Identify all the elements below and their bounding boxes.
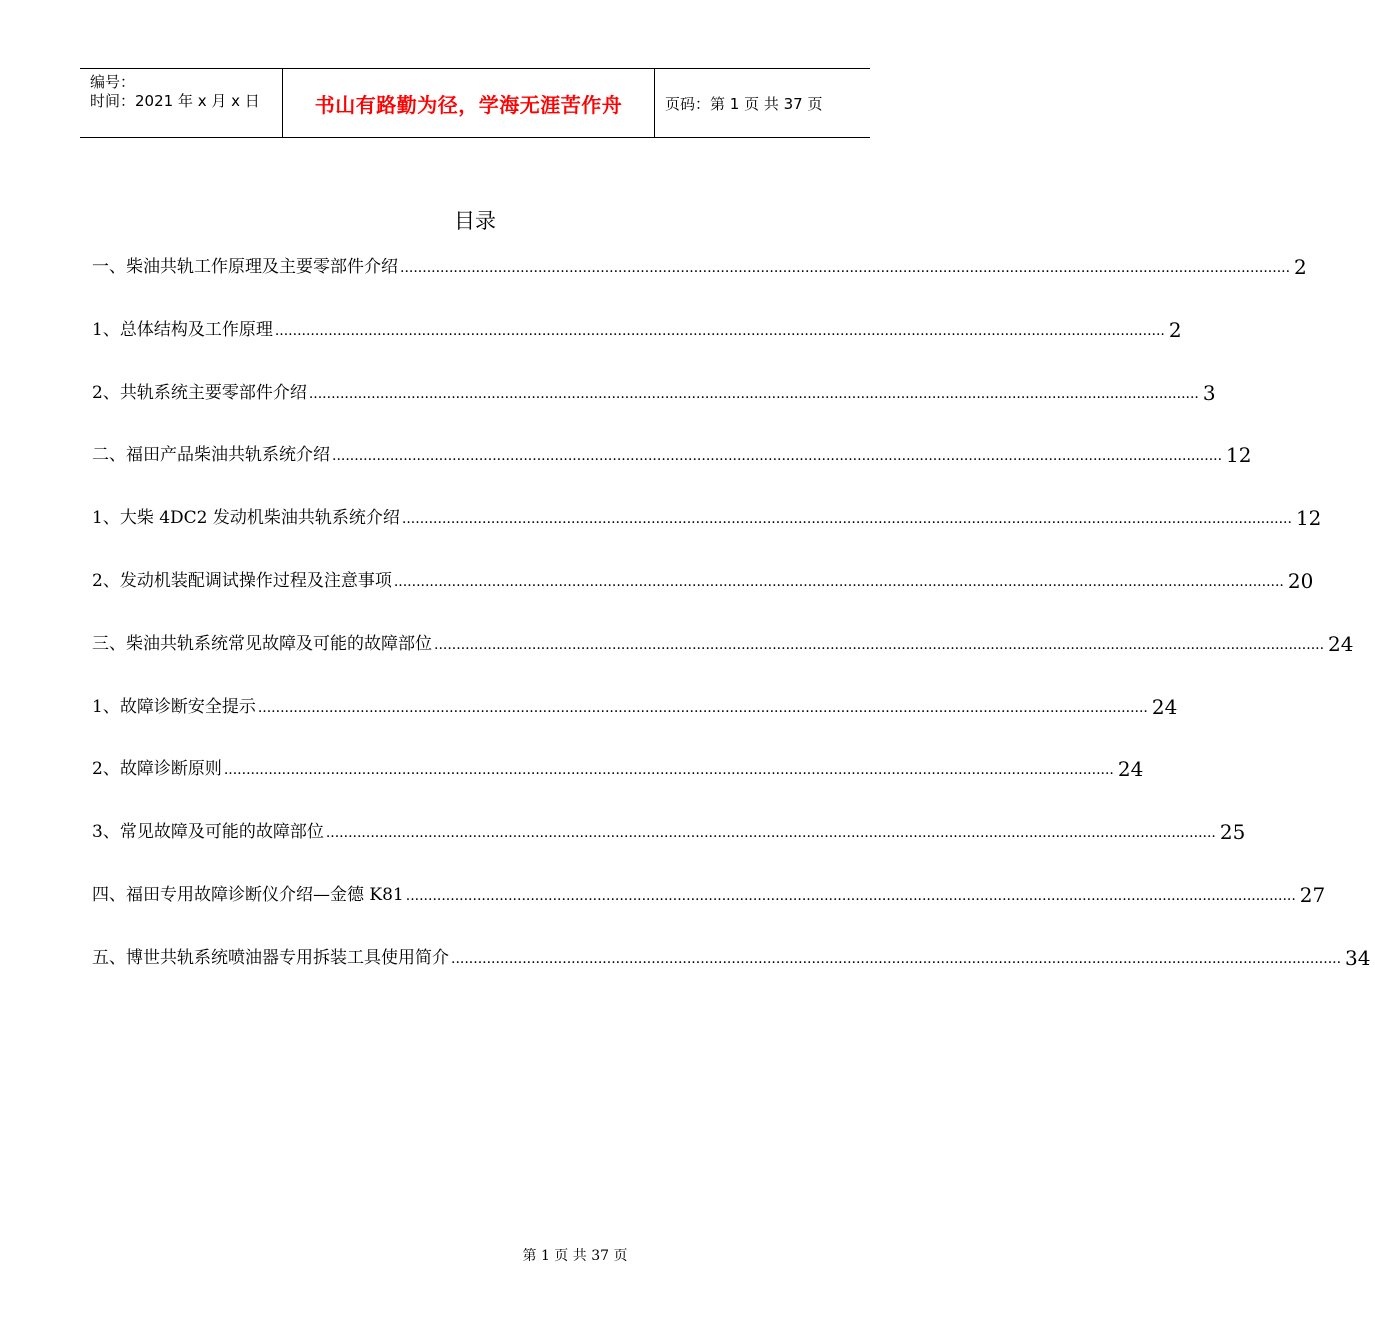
toc-entry[interactable] [92, 754, 1144, 817]
toc-leader-dots: ........................................................................................................................................................................................................ [400, 260, 1291, 276]
toc-entry-text: 2、发动机装配调试操作过程及注意事项 [92, 570, 392, 591]
toc-leader-dots: ........................................................................................................................................................................................................ [451, 950, 1342, 967]
toc-entry-text: 五、博世共轨系统喷油器专用拆装工具使用简介 [92, 947, 449, 968]
toc-entry-text: 1、故障诊断安全提示 [92, 696, 256, 717]
document-header [80, 68, 870, 138]
toc-leader-dots: ........................................................................................................................................................................................................ [434, 636, 1325, 653]
toc-entry-text: 1、总体结构及工作原理 [92, 319, 273, 340]
toc-entry-page: 24 [1151, 694, 1178, 719]
toc-entry-text: 3、常见故障及可能的故障部位 [92, 822, 324, 843]
toc-entry[interactable] [92, 880, 1326, 943]
toc-leader-dots: ........................................................................................................................................................................................................ [325, 825, 1216, 842]
toc-entry[interactable] [92, 566, 1314, 629]
toc-leader-dots: ........................................................................................................................................................................................................ [405, 887, 1296, 904]
toc-entry-page: 3 [1202, 380, 1216, 405]
toc-entry-page: 25 [1219, 820, 1246, 845]
toc-entry-text: 2、故障诊断原则 [92, 759, 222, 780]
toc-entry-text: 一、柴油共轨工作原理及主要零部件介绍 [92, 257, 398, 277]
header-page-cell [655, 69, 870, 137]
number-label: 编号： [90, 73, 136, 91]
page-info: 页码：第 1 页 共 37 页 [665, 94, 823, 113]
toc-entry[interactable] [92, 817, 1246, 880]
toc-entry-text: 二、福田产品柴油共轨系统介绍 [92, 445, 330, 466]
toc-entry[interactable] [92, 629, 1354, 692]
toc-leader-dots: ........................................................................................................................................................................................................ [393, 573, 1284, 590]
toc-leader-dots: ........................................................................................................................................................................................................ [223, 762, 1114, 779]
toc-entry-text: 三、柴油共轨系统常见故障及可能的故障部位 [92, 633, 432, 654]
toc-entry[interactable] [92, 315, 1182, 378]
toc-entry-page: 27 [1299, 882, 1326, 907]
toc-leader-dots: ........................................................................................................................................................................................................ [274, 322, 1165, 339]
header-motto-cell [282, 69, 655, 137]
toc-leader-dots: ........................................................................................................................................................................................................ [332, 448, 1223, 465]
header-left-cell [80, 69, 282, 137]
toc-leader-dots: ........................................................................................................................................................................................................ [257, 699, 1148, 716]
toc-entry-text: 2、共轨系统主要零部件介绍 [92, 382, 307, 403]
toc-entry[interactable] [92, 692, 1178, 755]
toc-leader-dots: ........................................................................................................................................................................................................ [308, 385, 1199, 402]
toc-title: 目录 [454, 209, 496, 233]
toc-leader-dots: ........................................................................................................................................................................................................ [401, 511, 1292, 528]
toc-entry-page: 24 [1117, 757, 1144, 782]
toc-entry-page: 12 [1295, 506, 1322, 531]
toc-entry-page: 2 [1168, 317, 1182, 342]
time-label: 时间：2021 年 x 月 x 日 [90, 92, 260, 110]
toc-entry-page: 24 [1328, 631, 1354, 656]
toc-entry[interactable] [92, 503, 1322, 566]
toc-entry-text: 四、福田专用故障诊断仪介绍—金德 K81 [92, 884, 404, 905]
toc-entry-page: 34 [1345, 945, 1371, 970]
toc-entry[interactable] [92, 378, 1216, 441]
toc-entry[interactable] [92, 440, 1252, 503]
toc-entry-page: 20 [1287, 568, 1314, 593]
toc-entry-page: 12 [1226, 443, 1252, 468]
toc-entry-text: 1、大柴 4DC2 发动机柴油共轨系统介绍 [92, 508, 400, 529]
page-footer: 第 1 页 共 37 页 [522, 1248, 628, 1264]
toc-entry[interactable] [92, 252, 1307, 315]
motto-text: 书山有路勤为径，学海无涯苦作舟 [314, 92, 623, 117]
table-of-contents [92, 252, 1371, 1006]
toc-entry-page: 2 [1294, 255, 1307, 279]
toc-entry[interactable] [92, 943, 1371, 1006]
